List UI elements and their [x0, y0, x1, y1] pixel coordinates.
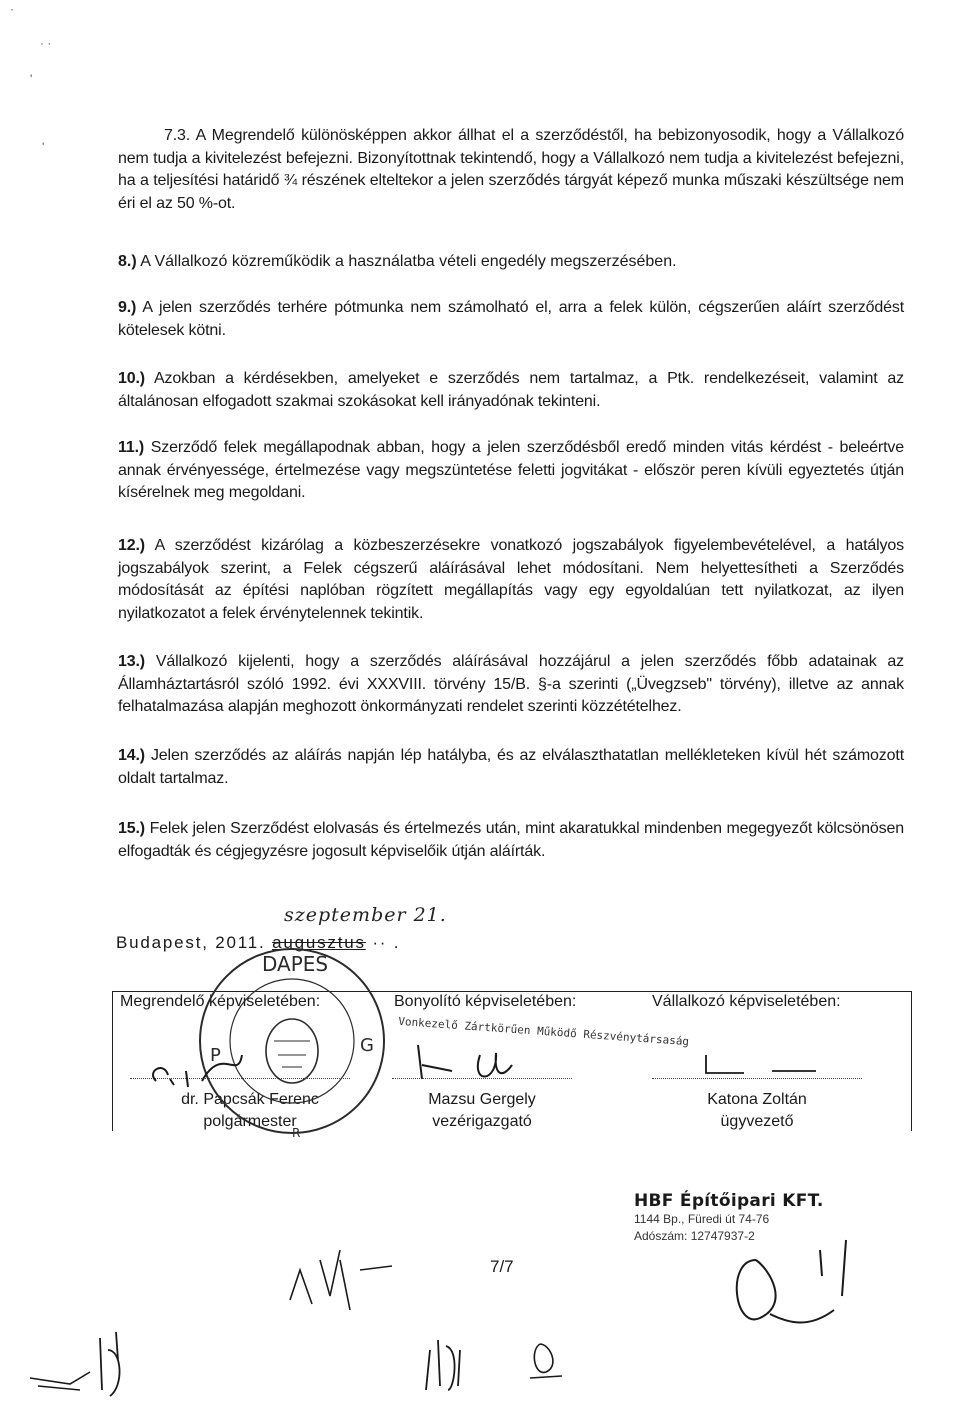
header-megrendelo: Megrendelő képviseletében: [120, 993, 321, 1010]
svg-text:DAPES: DAPES [262, 952, 329, 976]
company-stamp-address: 1144 Bp., Füredi út 74-76 [634, 1212, 770, 1226]
initials-signatures [0, 1200, 960, 1401]
signer-name-1: dr. Papcsák Ferenc [181, 1091, 319, 1108]
paragraph-text: A jelen szerződés terhére pótmunka nem számolható el, arra a felek külön, cégszerűen aláírt szerződést kötelesek kötni. [118, 299, 904, 339]
paragraph-11 [118, 437, 904, 505]
paragraph-number: 13.) [118, 653, 145, 670]
signature-block [112, 952, 912, 1140]
signer-title-1: polgármester [203, 1113, 297, 1130]
signature-bonyolito [412, 1035, 542, 1085]
margin-mark: · [10, 2, 14, 16]
paragraph-text: Szerződő felek megállapodnak abban, hogy a jelen szerződésből eredő minden vitás kérdést - beleértve annak érvényessége, értelmezése vagy megszüntetése feletti jogvitákat - először peren kívüli egyeztetés útján kísérelnek meg megoldani. [118, 439, 904, 501]
signer-name-2: Mazsu Gergely [428, 1091, 536, 1108]
paragraph-number: 9.) [118, 299, 137, 316]
paragraph-text: Vállalkozó kijelenti, hogy a szerződés aláírásával hozzájárul a jelen szerződés főbb adatainak az Államháztartásról szóló 1992. évi XXXVIII. törvény 15/B. §-a szerinti („Üvegzseb" törvény), illetve az annak felhatalmazása alapján meghozott önkormányzati rendelet szerinti közzétételhez. [118, 653, 904, 715]
header-vallalkozo: Vállalkozó képviseletében: [652, 993, 841, 1010]
signer-title-3: ügyvezető [720, 1113, 794, 1130]
paragraph-text: Azokban a kérdésekben, amelyeket e szerződés nem tartalmaz, a Ptk. rendelkezéseit, valamint az általánosan elfogadott szakmai szokásokat kell irányadónak tekinteni. [118, 370, 904, 410]
paragraph-number: 7.3. [164, 127, 191, 144]
margin-mark: ' [30, 72, 33, 86]
svg-text:P: P [210, 1045, 221, 1066]
paragraph-text: A Megrendelő különösképpen akkor állhat el a szerződéstől, ha bebizonyosodik, hogy a Vállalkozó nem tudja a kivitelezést befejezni. Bizonyítottnak tekintendő, hogy a Vállalkozó nem tudja a kivitelezést befejezni, ha a teljesítési határidő ¾ részének elteltekor a jelen szerződés tárgyát képező munka műszaki készültsége nem éri el az 50 %-ot. [118, 127, 904, 212]
paragraph-9 [118, 297, 904, 342]
svg-text:R: R [292, 1126, 301, 1140]
paragraph-text: Jelen szerződés az aláírás napján lép hatályba, és az elválaszthatatlan mellékleteken kívül hét számozott oldalt tartalmaz. [118, 747, 904, 787]
company-stamp-name: HBF Építőipari KFT. [634, 1191, 824, 1211]
header-bonyolito: Bonyolító képviseletében: [394, 993, 577, 1010]
paragraph-text: A Vállalkozó közreműködik a használatba vételi engedély megszerzésében. [140, 253, 677, 270]
date-place: Budapest, 2011. [116, 933, 266, 952]
signer-name-3: Katona Zoltán [707, 1091, 807, 1108]
paragraph-number: 15.) [118, 820, 145, 837]
signature-right-rule [911, 991, 912, 1131]
handwritten-date-correction: szeptember 21. [284, 904, 447, 926]
paragraph-8 [118, 251, 677, 273]
paragraph-15 [118, 818, 904, 863]
paragraph-13 [118, 651, 904, 719]
signature-megrendelo [142, 1041, 352, 1091]
signature-left-rule [112, 991, 113, 1131]
margin-mark: ' [42, 140, 45, 154]
signature-vallalkozo [692, 1051, 832, 1081]
paragraph-10 [118, 368, 904, 413]
company-stamp-tax: Adószám: 12747937-2 [634, 1229, 755, 1243]
signer-title-2: vezérigazgató [432, 1113, 532, 1130]
paragraph-number: 10.) [118, 370, 145, 387]
svg-text:G: G [360, 1035, 374, 1056]
paragraph-14 [118, 745, 904, 790]
paragraph-number: 12.) [118, 537, 145, 554]
paragraph-text: Felek jelen Szerződést elolvasás és értelmezés után, mint akaratukkal mindenben megegyezőt kölcsönösen elfogadták és cégjegyzésre jogosult képviselőik útján aláírták. [118, 820, 904, 860]
paragraph-7-3 [118, 125, 904, 215]
date-struck-month: augusztus [272, 933, 366, 952]
date-trailing: ·· . [372, 933, 401, 952]
page-number: 7/7 [490, 1257, 514, 1276]
paragraph-number: 11.) [118, 439, 145, 456]
paragraph-12 [118, 535, 904, 625]
margin-mark: · · [40, 36, 52, 50]
paragraph-text: A szerződést kizárólag a közbeszerzésekre vonatkozó jogszabályok figyelembevételével, a hatályos jogszabályok szerint, a Felek cégszerű aláírásával lehet módosítani. Nem helyettesítheti a Szerződés módosítását az építési naplóban rögzített megállapítás vagy egy egyoldalúan tett nyilatkozat, az ilyen nyilatkozatot a felek érvénytelennek tekintik. [118, 537, 904, 622]
paragraph-number: 14.) [118, 747, 145, 764]
paragraph-number: 8.) [118, 253, 137, 270]
bonyolito-stamp: Vonkezelő Zártkörűen Működő Részvénytársaság [397, 1014, 690, 1049]
